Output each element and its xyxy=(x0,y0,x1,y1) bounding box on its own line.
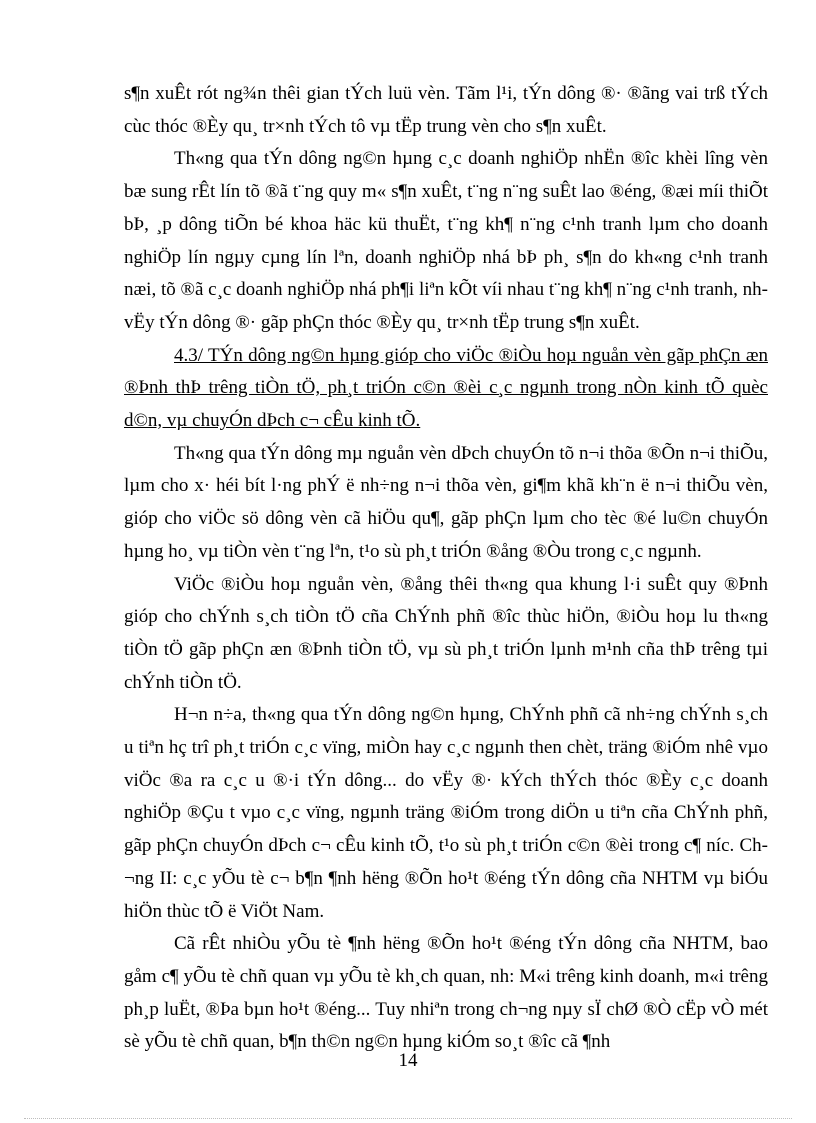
paragraph-3: Th«ng qua tÝn dông mµ nguån vèn dÞch chuyÓn tõ n¬i thõa ®Õn n¬i thiÕu, lµm cho x· héi bít l·ng phÝ ë nh÷ng n¬i thõa vèn, gi¶m khã kh¨n ë n¬i thiÕu vèn, gióp cho viÖc sö dông vèn cã hiÖu qu¶, gãp phÇn lµm cho tèc ®é lu©n chuyÓn hµng ho¸ vµ tiÒn vèn t¨ng lªn, t¹o sù ph¸t triÓn ®ång ®Òu trong c¸c ngµnh. xyxy=(124,442,768,562)
paragraph-4: ViÖc ®iÒu hoµ nguån vèn, ®ång thêi th«ng qua khung l·i suÊt quy ®Þnh gióp cho chÝnh s¸ch tiÒn tÖ cña ChÝnh phñ ®îc thùc hiÖn, ®iÒu hoµ lu th«ng tiÒn tÖ gãp phÇn æn ®Þnh tiÒn tÖ, vµ sù ph¸t triÓn lµnh m¹nh cña thÞ trêng tµi chÝnh tiÒn tÖ. xyxy=(124,573,768,693)
paragraph-5: H¬n n÷a, th«ng qua tÝn dông ng©n hµng, ChÝnh phñ cã nh÷ng chÝnh s¸ch u tiªn hç trî ph¸t triÓn c¸c vïng, miÒn hay c¸c ngµnh then chèt, träng ®iÓm nhê vµo viÖc ®a ra c¸c u ®·i tÝn dông... do vËy ®· kÝch thÝch thóc ®Èy c¸c doanh nghiÖp ®Çu t vµo c¸c vïng, ngµnh träng ®iÓm trong diÖn u tiªn cña ChÝnh phñ, gãp phÇn chuyÓn dÞch c¬ cÊu kinh tÕ, t¹o sù ph¸t triÓn c©n ®èi trong c¶ níc. Ch¬ng II: c¸c yÕu tè c¬ b¶n ¶nh hëng ®Õn ho¹t ®éng tÝn dông cña NHTM vµ biÓu hiÖn thùc tÕ ë ViÖt Nam. xyxy=(124,704,768,922)
paragraph-1: s¶n xuÊt rót ng¾n thêi gian tÝch luü vèn. Tãm l¹i, tÝn dông ®· ®ãng vai trß tÝch cùc thóc ®Èy qu¸ tr×nh tÝch tô vµ tËp trung vèn cho s¶n xuÊt. xyxy=(124,83,768,137)
page-number: 14 xyxy=(398,1050,418,1071)
paragraph-6: Cã rÊt nhiÒu yÕu tè ¶nh hëng ®Õn ho¹t ®éng tÝn dông cña NHTM, bao gåm c¶ yÕu tè chñ quan vµ yÕu tè kh¸ch quan, nh: M«i trêng kinh doanh, m«i trêng ph¸p luËt, ®Þa bµn ho¹t ®éng... Tuy nhiªn trong ch¬ng nµy sÏ chØ ®Ò cËp vÒ mét sè yÕu tè chñ quan, b¶n th©n ng©n hµng kiÓm so¸t ®îc cã ¶nh xyxy=(124,933,768,1053)
body-text xyxy=(124,78,768,1059)
footer-divider xyxy=(24,1118,792,1119)
section-heading-4-3: 4.3/ TÝn dông ng©n hµng gióp cho viÖc ®iÒu hoµ nguån vèn gãp phÇn æn ®Þnh thÞ trêng tiÒn tÖ, ph¸t triÓn c©n ®èi c¸c ngµnh trong nÒn kinh tÕ quèc d©n, vµ chuyÓn dÞch c¬ cÊu kinh tÕ. xyxy=(124,344,768,432)
paragraph-2: Th«ng qua tÝn dông ng©n hµng c¸c doanh nghiÖp nhËn ®îc khèi lîng vèn bæ sung rÊt lín tõ ®ã t¨ng quy m« s¶n xuÊt, t¨ng n¨ng suÊt lao ®éng, ®æi míi thiÕt bÞ, ¸p dông tiÕn bé khoa häc kü thuËt, t¨ng kh¶ n¨ng c¹nh tranh lµm cho doanh nghiÖp lín ngµy cµng lín lªn, doanh nghiÖp nhá bÞ ph¸ s¶n do kh«ng c¹nh tranh næi, tõ ®ã c¸c doanh nghiÖp nhá ph¶i liªn kÕt víi nhau t¨ng kh¶ n¨ng c¹nh tranh, nh vËy tÝn dông ®· gãp phÇn thóc ®Èy qu¸ tr×nh tËp trung s¶n xuÊt. xyxy=(124,148,768,333)
